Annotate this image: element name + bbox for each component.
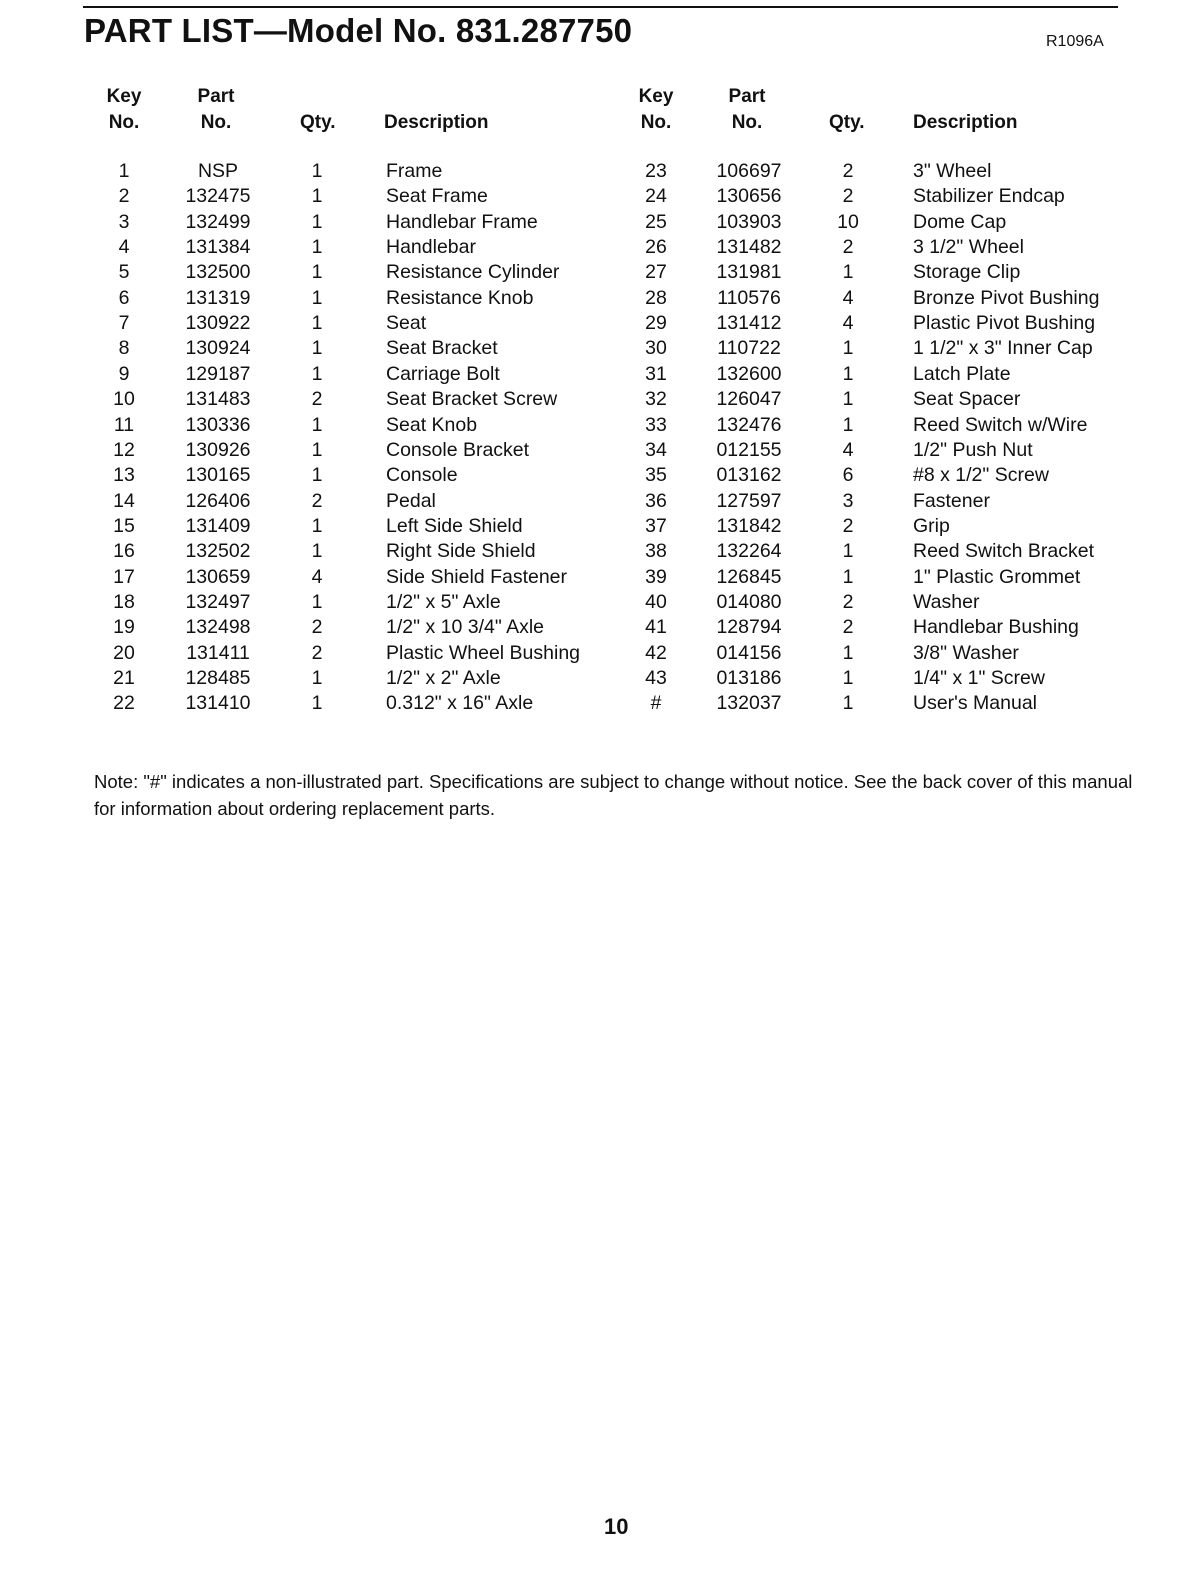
key-no-cell: 22 bbox=[113, 692, 135, 715]
qty-cell: 1 bbox=[311, 464, 323, 487]
key-no-cell: 36 bbox=[645, 489, 667, 512]
header-description-left: Description bbox=[384, 112, 489, 133]
description-cell: Console bbox=[386, 464, 458, 487]
description-cell: Resistance Knob bbox=[386, 286, 534, 309]
part-no-cell: 131411 bbox=[186, 641, 250, 664]
description-cell: Reed Switch Bracket bbox=[913, 540, 1094, 563]
qty-cell: 1 bbox=[842, 692, 854, 715]
header-key-label: Key bbox=[638, 86, 674, 107]
qty-cell: 2 bbox=[842, 514, 854, 537]
description-cell: Seat Bracket Screw bbox=[386, 388, 558, 411]
qty-cell: 4 bbox=[842, 286, 854, 309]
qty-cell: 1 bbox=[311, 692, 323, 715]
header-part-no-right bbox=[729, 84, 766, 136]
description-cell: Seat Knob bbox=[386, 413, 478, 436]
part-no-cell: 130922 bbox=[185, 312, 251, 335]
part-no-cell: 130656 bbox=[716, 185, 782, 208]
description-cell: Seat Bracket bbox=[386, 337, 498, 360]
page-title: PART LIST—Model No. 831.287750 bbox=[84, 12, 633, 49]
table-row bbox=[0, 615, 1202, 640]
qty-cell: 1 bbox=[311, 540, 323, 563]
description-cell: Carriage Bolt bbox=[386, 362, 500, 385]
description-cell: Plastic Pivot Bushing bbox=[913, 312, 1096, 335]
key-no-cell: 15 bbox=[113, 514, 135, 537]
part-no-cell: 132499 bbox=[185, 210, 251, 233]
description-cell: 3" Wheel bbox=[913, 160, 992, 182]
part-no-cell: 110722 bbox=[717, 337, 781, 360]
header-key-label: Key bbox=[106, 86, 142, 107]
part-no-cell: 103903 bbox=[716, 210, 782, 233]
description-cell: 1/2" x 10 3/4" Axle bbox=[386, 616, 545, 639]
part-no-cell: 128485 bbox=[185, 667, 251, 689]
table-row bbox=[0, 438, 1202, 463]
table-row bbox=[0, 260, 1202, 285]
header-no-label: No. bbox=[731, 112, 763, 133]
description-cell: Seat Frame bbox=[386, 185, 488, 208]
description-cell: Fastener bbox=[913, 489, 990, 512]
qty-cell: 1 bbox=[311, 438, 323, 461]
part-no-cell: 129187 bbox=[185, 362, 251, 385]
part-no-cell: 131842 bbox=[716, 514, 782, 537]
key-no-cell: 30 bbox=[645, 337, 667, 360]
description-cell: Resistance Cylinder bbox=[386, 261, 560, 284]
description-cell: Side Shield Fastener bbox=[386, 565, 568, 588]
part-no-cell: 014080 bbox=[716, 590, 782, 613]
qty-cell: 1 bbox=[311, 261, 323, 284]
qty-cell: 1 bbox=[842, 667, 854, 689]
qty-cell: 1 bbox=[842, 540, 854, 563]
part-no-cell: 106697 bbox=[716, 160, 782, 182]
key-no-cell: 1 bbox=[118, 160, 130, 182]
table-row bbox=[0, 387, 1202, 412]
table-row bbox=[0, 565, 1202, 590]
qty-cell: 1 bbox=[311, 362, 323, 385]
key-no-cell: 13 bbox=[113, 464, 135, 487]
document-code: R1096A bbox=[1046, 33, 1104, 50]
qty-cell: 4 bbox=[842, 438, 854, 461]
part-no-cell: 110576 bbox=[717, 286, 781, 309]
part-no-cell: 126047 bbox=[716, 388, 782, 411]
header-no-label: No. bbox=[640, 112, 672, 133]
table-row bbox=[0, 539, 1202, 564]
page-number: 10 bbox=[604, 1514, 629, 1539]
part-no-cell: 131409 bbox=[185, 514, 251, 537]
table-row bbox=[0, 489, 1202, 514]
key-no-cell: 3 bbox=[118, 210, 130, 233]
description-cell: 1/2" x 5" Axle bbox=[386, 590, 501, 613]
part-no-cell: 130165 bbox=[185, 464, 251, 487]
description-cell: Seat bbox=[386, 312, 427, 335]
key-no-cell: 14 bbox=[113, 489, 135, 512]
description-cell: Frame bbox=[386, 160, 443, 182]
description-cell: Pedal bbox=[386, 489, 436, 512]
key-no-cell: 5 bbox=[118, 261, 130, 284]
description-cell: 1 1/2" x 3" Inner Cap bbox=[913, 337, 1093, 360]
description-cell: 3/8" Washer bbox=[913, 641, 1019, 664]
description-cell: Storage Clip bbox=[913, 261, 1021, 284]
key-no-cell: 24 bbox=[645, 185, 667, 208]
table-row bbox=[0, 286, 1202, 311]
qty-cell: 4 bbox=[842, 312, 854, 335]
key-no-cell: 9 bbox=[118, 362, 130, 385]
description-cell: Console Bracket bbox=[386, 438, 530, 461]
description-cell: Stabilizer Endcap bbox=[913, 185, 1065, 208]
header-no-label: No. bbox=[200, 112, 232, 133]
qty-cell: 1 bbox=[311, 514, 323, 537]
qty-cell: 2 bbox=[842, 616, 854, 639]
header-key-no-right bbox=[639, 84, 674, 136]
header-part-label: Part bbox=[728, 86, 766, 107]
key-no-cell: # bbox=[650, 692, 662, 715]
description-cell: 1/2" Push Nut bbox=[913, 438, 1033, 461]
description-cell: Plastic Wheel Bushing bbox=[386, 641, 581, 664]
key-no-cell: 43 bbox=[645, 667, 667, 689]
key-no-cell: 19 bbox=[113, 616, 135, 639]
table-row bbox=[0, 362, 1202, 387]
qty-cell: 1 bbox=[842, 413, 854, 436]
part-no-cell: 013162 bbox=[716, 464, 782, 487]
key-no-cell: 16 bbox=[113, 540, 135, 563]
key-no-cell: 4 bbox=[118, 236, 130, 259]
part-no-cell: 132475 bbox=[185, 185, 251, 208]
description-cell: Bronze Pivot Bushing bbox=[913, 286, 1100, 309]
qty-cell: 1 bbox=[311, 312, 323, 335]
qty-cell: 1 bbox=[842, 641, 854, 664]
part-no-cell: 131384 bbox=[185, 236, 251, 259]
qty-cell: 1 bbox=[311, 210, 323, 233]
qty-cell: 2 bbox=[311, 641, 323, 664]
table-row bbox=[0, 413, 1202, 438]
description-cell: Handlebar Bushing bbox=[913, 616, 1079, 639]
part-no-cell: 014156 bbox=[716, 641, 782, 664]
table-row bbox=[0, 235, 1202, 260]
table-row bbox=[0, 514, 1202, 539]
part-no-cell: 012155 bbox=[716, 438, 782, 461]
qty-cell: 1 bbox=[842, 261, 854, 284]
key-no-cell: 29 bbox=[645, 312, 667, 335]
key-no-cell: 41 bbox=[645, 616, 667, 639]
description-cell: Handlebar bbox=[386, 236, 476, 259]
part-no-cell: 013186 bbox=[716, 667, 782, 689]
part-no-cell: 128794 bbox=[716, 616, 782, 639]
qty-cell: 1 bbox=[842, 565, 854, 588]
part-no-cell: 131412 bbox=[716, 312, 782, 335]
part-no-cell: NSP bbox=[197, 160, 239, 182]
header-key-no-left bbox=[107, 84, 142, 136]
key-no-cell: 23 bbox=[645, 160, 667, 182]
header-no-label: No. bbox=[108, 112, 140, 133]
qty-cell: 1 bbox=[311, 413, 323, 436]
key-no-cell: 8 bbox=[118, 337, 130, 360]
key-no-cell: 28 bbox=[645, 286, 667, 309]
key-no-cell: 35 bbox=[645, 464, 667, 487]
qty-cell: 1 bbox=[311, 286, 323, 309]
table-row bbox=[0, 184, 1202, 209]
table-row bbox=[0, 159, 1202, 184]
description-cell: Handlebar Frame bbox=[386, 210, 538, 233]
header-qty-right: Qty. bbox=[829, 112, 865, 133]
description-cell: 1/4" x 1" Screw bbox=[913, 667, 1045, 689]
description-cell: 1/2" x 2" Axle bbox=[386, 667, 501, 689]
description-cell: 3 1/2" Wheel bbox=[913, 236, 1024, 259]
description-cell: Grip bbox=[913, 514, 950, 537]
qty-cell: 1 bbox=[311, 337, 323, 360]
key-no-cell: 27 bbox=[645, 261, 667, 284]
part-no-cell: 132498 bbox=[185, 616, 251, 639]
header-part-no-left bbox=[198, 84, 235, 136]
qty-cell: 1 bbox=[311, 590, 323, 613]
key-no-cell: 38 bbox=[645, 540, 667, 563]
description-cell: Washer bbox=[913, 590, 980, 613]
key-no-cell: 39 bbox=[645, 565, 667, 588]
part-no-cell: 132264 bbox=[716, 540, 782, 563]
key-no-cell: 17 bbox=[113, 565, 135, 588]
qty-cell: 2 bbox=[842, 236, 854, 259]
description-cell: 0.312" x 16" Axle bbox=[386, 692, 534, 715]
key-no-cell: 33 bbox=[645, 413, 667, 436]
part-no-cell: 131483 bbox=[185, 388, 251, 411]
qty-cell: 2 bbox=[842, 160, 854, 182]
key-no-cell: 11 bbox=[113, 413, 135, 436]
description-cell: 1" Plastic Grommet bbox=[913, 565, 1081, 588]
part-no-cell: 130659 bbox=[185, 565, 251, 588]
qty-cell: 1 bbox=[842, 362, 854, 385]
qty-cell: 2 bbox=[842, 590, 854, 613]
part-no-cell: 130336 bbox=[185, 413, 251, 436]
key-no-cell: 10 bbox=[113, 388, 135, 411]
qty-cell: 1 bbox=[311, 160, 323, 182]
footnote: Note: "#" indicates a non-illustrated part. Specifications are subject to change without notice. See the back cover of this manual for information about ordering replacement parts. bbox=[94, 771, 1133, 819]
key-no-cell: 37 bbox=[645, 514, 667, 537]
part-no-cell: 131482 bbox=[716, 236, 782, 259]
part-no-cell: 131410 bbox=[185, 692, 251, 715]
table-row bbox=[0, 666, 1202, 691]
part-no-cell: 132600 bbox=[716, 362, 782, 385]
part-no-cell: 130924 bbox=[185, 337, 251, 360]
description-cell: Seat Spacer bbox=[913, 388, 1021, 411]
qty-cell: 2 bbox=[311, 616, 323, 639]
part-no-cell: 126845 bbox=[716, 565, 782, 588]
description-cell: Left Side Shield bbox=[386, 514, 523, 537]
qty-cell: 2 bbox=[311, 388, 323, 411]
table-row bbox=[0, 210, 1202, 235]
table-row bbox=[0, 463, 1202, 488]
key-no-cell: 25 bbox=[645, 210, 667, 233]
part-no-cell: 127597 bbox=[716, 489, 782, 512]
table-row bbox=[0, 691, 1202, 716]
qty-cell: 1 bbox=[842, 388, 854, 411]
key-no-cell: 26 bbox=[645, 236, 667, 259]
description-cell: User's Manual bbox=[913, 692, 1038, 715]
part-no-cell: 132037 bbox=[716, 692, 782, 715]
qty-cell: 2 bbox=[842, 185, 854, 208]
part-no-cell: 126406 bbox=[185, 489, 251, 512]
table-row bbox=[0, 336, 1202, 361]
key-no-cell: 20 bbox=[113, 641, 135, 664]
key-no-cell: 32 bbox=[645, 388, 667, 411]
key-no-cell: 18 bbox=[113, 590, 135, 613]
qty-cell: 4 bbox=[311, 565, 323, 588]
qty-cell: 10 bbox=[837, 210, 859, 233]
key-no-cell: 7 bbox=[118, 312, 130, 335]
part-no-cell: 131319 bbox=[185, 286, 251, 309]
key-no-cell: 31 bbox=[645, 362, 667, 385]
qty-cell: 1 bbox=[311, 667, 323, 689]
table-row bbox=[0, 590, 1202, 615]
header-part-label: Part bbox=[197, 86, 235, 107]
table-row bbox=[0, 311, 1202, 336]
key-no-cell: 34 bbox=[645, 438, 667, 461]
qty-cell: 6 bbox=[842, 464, 854, 487]
part-no-cell: 132497 bbox=[185, 590, 251, 613]
header-description-right: Description bbox=[913, 112, 1018, 133]
key-no-cell: 2 bbox=[118, 185, 130, 208]
key-no-cell: 42 bbox=[645, 641, 667, 664]
part-no-cell: 130926 bbox=[185, 438, 251, 461]
part-no-cell: 132500 bbox=[185, 261, 251, 284]
qty-cell: 3 bbox=[842, 489, 854, 512]
qty-cell: 1 bbox=[311, 236, 323, 259]
part-no-cell: 132502 bbox=[185, 540, 251, 563]
description-cell: Right Side Shield bbox=[386, 540, 536, 563]
part-no-cell: 131981 bbox=[716, 261, 782, 284]
description-cell: Latch Plate bbox=[913, 362, 1011, 385]
part-no-cell: 132476 bbox=[716, 413, 782, 436]
key-no-cell: 12 bbox=[113, 438, 135, 461]
key-no-cell: 21 bbox=[113, 667, 135, 689]
key-no-cell: 6 bbox=[118, 286, 130, 309]
description-cell: Reed Switch w/Wire bbox=[913, 413, 1088, 436]
header-qty-left: Qty. bbox=[300, 112, 336, 133]
qty-cell: 2 bbox=[311, 489, 323, 512]
qty-cell: 1 bbox=[311, 185, 323, 208]
table-row bbox=[0, 641, 1202, 666]
key-no-cell: 40 bbox=[645, 590, 667, 613]
qty-cell: 1 bbox=[842, 337, 854, 360]
description-cell: Dome Cap bbox=[913, 210, 1007, 233]
description-cell: #8 x 1/2" Screw bbox=[913, 464, 1049, 487]
top-rule bbox=[83, 6, 1118, 8]
